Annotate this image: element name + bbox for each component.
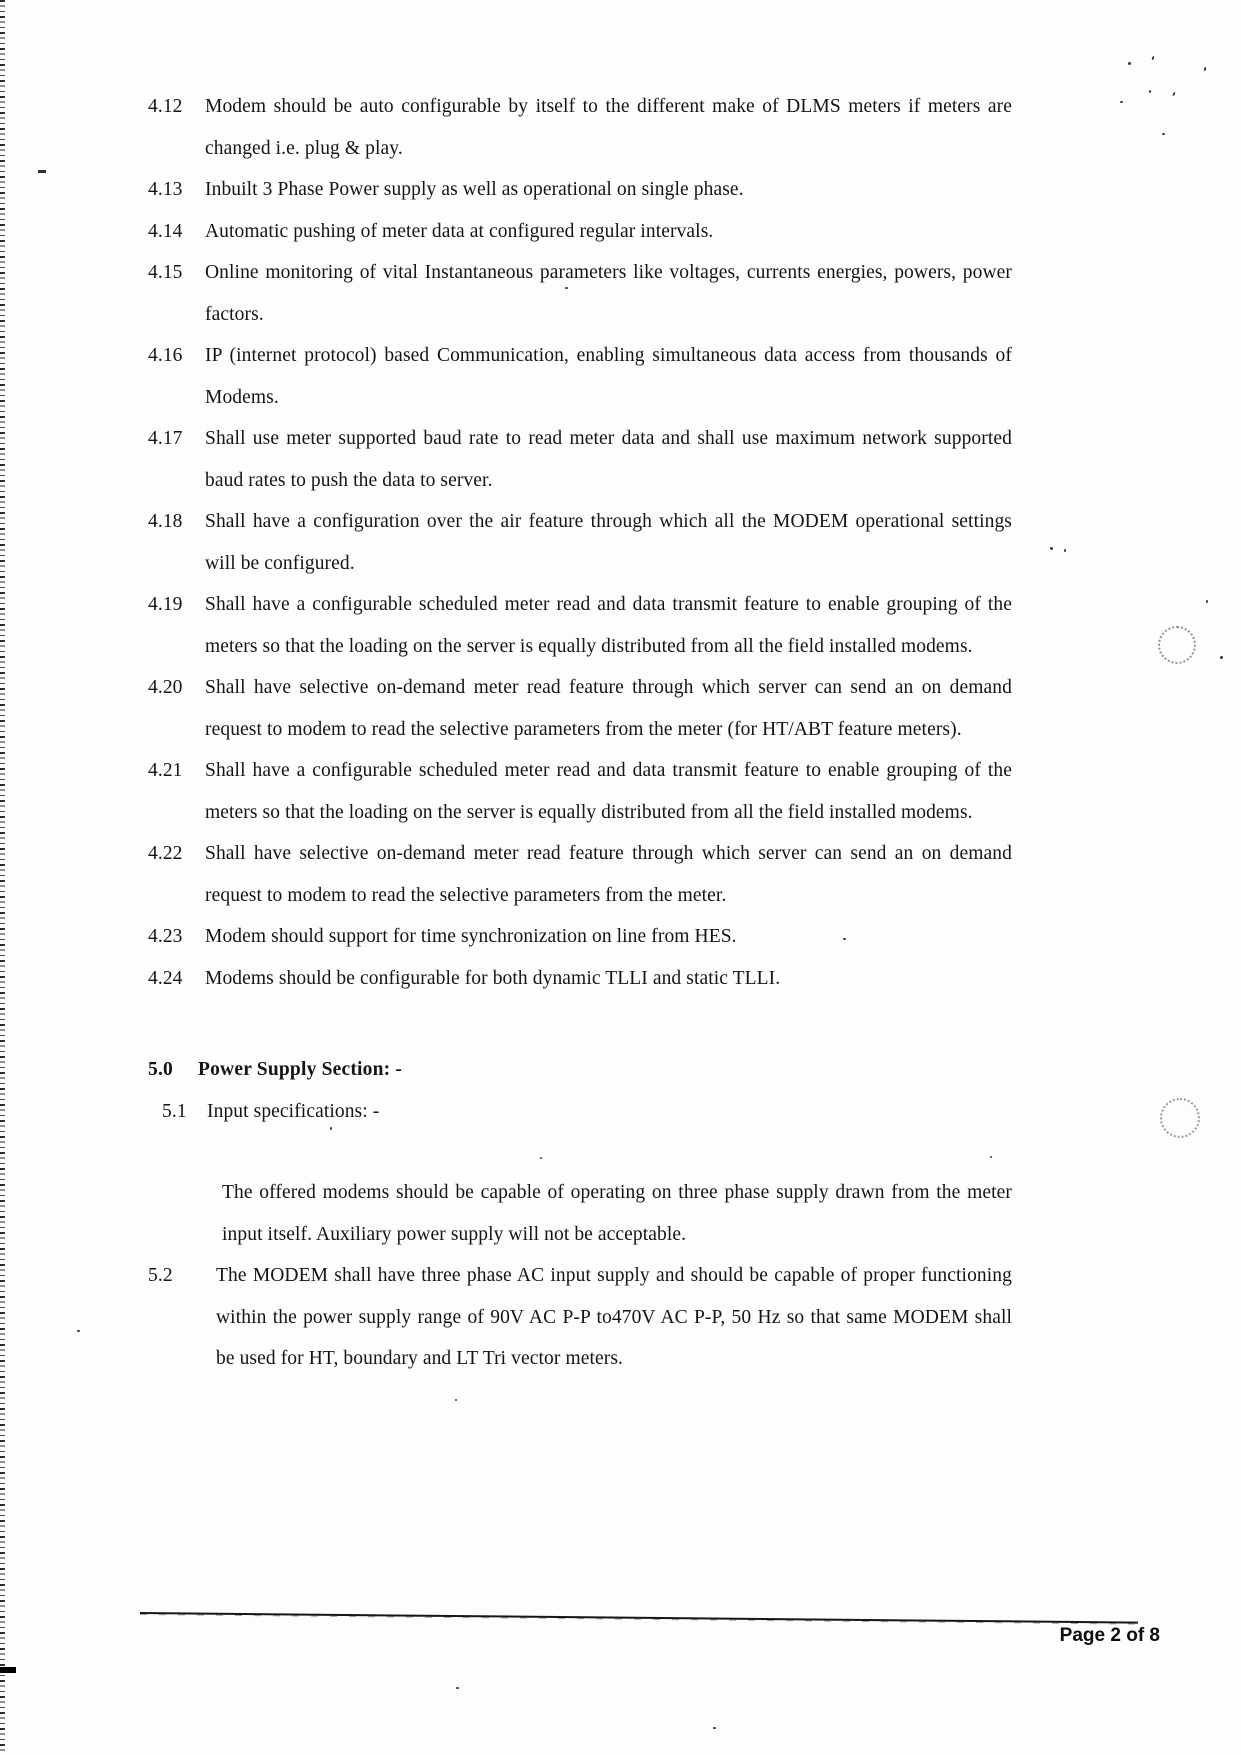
spec-item bbox=[148, 667, 1012, 750]
footer-rule bbox=[140, 1612, 1138, 1624]
scan-speckle bbox=[1064, 549, 1066, 552]
item-number: 4.16 bbox=[148, 345, 183, 366]
scan-speckle bbox=[77, 1330, 80, 1332]
page-number: Page 2 of 8 bbox=[1059, 1625, 1160, 1646]
item-number: 4.22 bbox=[148, 843, 183, 864]
item-text: Shall have selective on-demand meter read feature through which server can send an on demand request to modem to read the selective parameters from the meter. bbox=[205, 843, 1012, 906]
section-heading bbox=[148, 1049, 1012, 1091]
spec-item bbox=[148, 916, 1012, 958]
spec-item bbox=[148, 211, 1012, 253]
item-text: Shall have a configurable scheduled meter read and data transmit feature to enable grouping of the meters so that the loading on the server is equally distributed from all the field installed modems. bbox=[205, 760, 1012, 823]
section-number: 5.0 bbox=[148, 1059, 173, 1080]
spec-item bbox=[148, 252, 1012, 335]
scan-speckle bbox=[1162, 133, 1165, 135]
item-text: Modems should be configurable for both dynamic TLLI and static TLLI. bbox=[205, 967, 781, 989]
scan-speckle bbox=[713, 1727, 716, 1729]
scan-speckle bbox=[1050, 547, 1053, 550]
scan-speckle bbox=[1151, 56, 1154, 60]
item-text: IP (internet protocol) based Communication, enabling simultaneous data access from thousands of Modems. bbox=[205, 345, 1012, 408]
spec-item bbox=[148, 584, 1012, 667]
item-number: 4.19 bbox=[148, 594, 183, 615]
item-text: Shall use meter supported baud rate to read meter data and shall use maximum network supported baud rates to push the data to server. bbox=[205, 428, 1012, 491]
item-number: 4.14 bbox=[148, 220, 183, 242]
scan-speckle bbox=[455, 1399, 457, 1401]
spec-item bbox=[148, 335, 1012, 418]
item-number: 4.23 bbox=[148, 926, 183, 947]
scan-speckle bbox=[1120, 101, 1123, 103]
item-text: Shall have a configuration over the air feature through which all the MODEM operational settings will be configured. bbox=[205, 511, 1012, 574]
spec-list bbox=[148, 86, 1012, 1380]
section-gap bbox=[148, 999, 1012, 1049]
paragraph-gap bbox=[148, 1132, 1012, 1172]
item-text: Modem should be auto configurable by itself to the different make of DLMS meters if meters are changed i.e. plug & play. bbox=[205, 96, 1012, 159]
item-number: 4.15 bbox=[148, 262, 183, 283]
spec-item bbox=[148, 958, 1012, 1000]
section-title: Power Supply Section: - bbox=[198, 1059, 403, 1080]
item-number: 4.18 bbox=[148, 511, 183, 532]
subsection-number: 5.1 bbox=[162, 1100, 187, 1122]
item-number: 4.17 bbox=[148, 428, 183, 449]
spec-item bbox=[148, 750, 1012, 833]
item-number: 4.12 bbox=[148, 96, 183, 117]
subsection-title: Input specifications: - bbox=[207, 1100, 380, 1122]
scan-speckle bbox=[1220, 656, 1223, 659]
spec-item bbox=[148, 169, 1012, 211]
item-number: 4.24 bbox=[148, 967, 183, 989]
item-text: Shall have selective on-demand meter read feature through which server can send an on demand request to modem to read the selective parameters from the meter (for HT/ABT feature meters). bbox=[205, 677, 1012, 740]
scan-edge-dash bbox=[0, 1667, 16, 1673]
scan-speckle bbox=[456, 1687, 459, 1689]
scan-speckle bbox=[38, 170, 46, 173]
item-number: 4.13 bbox=[148, 179, 183, 200]
scan-speckle bbox=[1172, 92, 1176, 96]
item-number: 4.21 bbox=[148, 760, 183, 781]
body-paragraph: The offered modems should be capable of operating on three phase supply drawn from the meter input itself. Auxiliary power supply will not be acceptable. bbox=[222, 1182, 1012, 1245]
scan-speckle bbox=[1128, 62, 1131, 65]
item-number: 5.2 bbox=[148, 1265, 173, 1286]
item-text: Modem should support for time synchronization on line from HES. bbox=[205, 926, 737, 947]
item-text: Online monitoring of vital Instantaneous parameters like voltages, currents energies, powers, power factors. bbox=[205, 262, 1012, 325]
spec-item bbox=[148, 418, 1012, 501]
item-text: Inbuilt 3 Phase Power supply as well as operational on single phase. bbox=[205, 179, 744, 200]
scan-speckle bbox=[1206, 600, 1208, 603]
scan-circle-artifact bbox=[1158, 626, 1196, 664]
spec-item bbox=[148, 501, 1012, 584]
scan-edge-artifact bbox=[0, 0, 5, 1755]
scan-circle-artifact bbox=[1160, 1098, 1200, 1138]
scan-speckle bbox=[1204, 67, 1207, 71]
item-text: The MODEM shall have three phase AC input supply and should be capable of proper functioning within the power supply range of 90V AC P-P to470V AC P-P, 50 Hz so that same MODEM shall be used for HT, boundary and LT Tri vector meters. bbox=[216, 1265, 1012, 1369]
item-text: Shall have a configurable scheduled meter read and data transmit feature to enable grouping of the meters so that the loading on the server is equally distributed from all the field installed modems. bbox=[205, 594, 1012, 657]
spec-item bbox=[148, 833, 1012, 916]
item-number: 4.20 bbox=[148, 677, 183, 698]
subsection-heading bbox=[162, 1091, 1012, 1133]
scan-speckle bbox=[1149, 90, 1151, 93]
spec-item bbox=[148, 86, 1012, 169]
item-text: Automatic pushing of meter data at configured regular intervals. bbox=[205, 220, 714, 242]
spec-item bbox=[148, 1255, 1012, 1380]
